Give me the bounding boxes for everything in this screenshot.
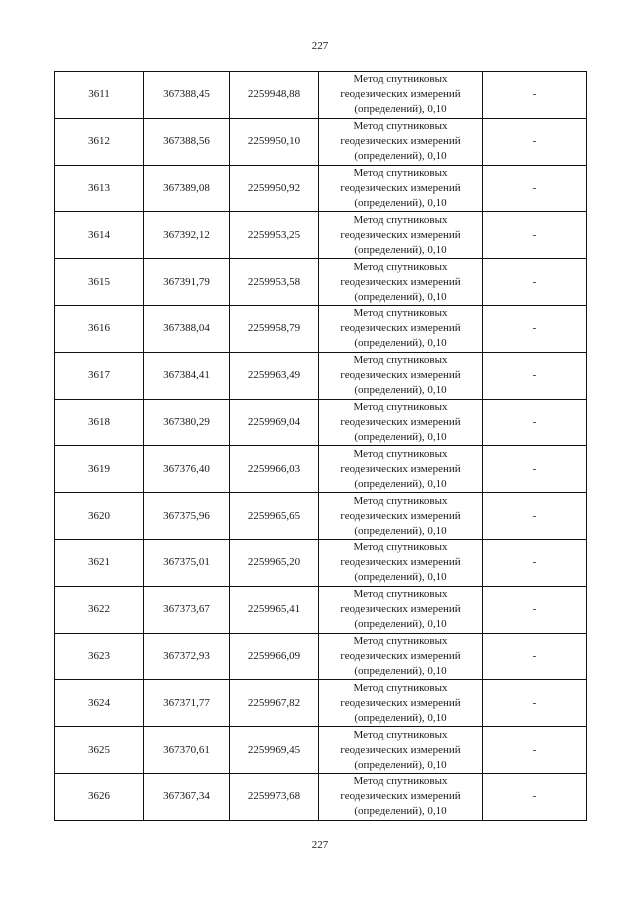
description-cell: - — [483, 352, 587, 399]
y-coordinate-cell: 2259966,09 — [230, 633, 319, 680]
table-row — [55, 773, 587, 820]
x-coordinate-cell: 367384,41 — [144, 352, 230, 399]
x-coordinate-cell: 367376,40 — [144, 446, 230, 493]
y-coordinate-cell: 2259953,25 — [230, 212, 319, 259]
y-coordinate-cell: 2259965,20 — [230, 539, 319, 586]
method-cell — [319, 773, 483, 820]
table-row — [55, 352, 587, 399]
method-cell — [319, 72, 483, 119]
method-cell — [319, 352, 483, 399]
method-cell — [319, 727, 483, 774]
x-coordinate-cell: 367388,04 — [144, 305, 230, 352]
point-number-cell: 3623 — [55, 633, 144, 680]
description-cell: - — [483, 539, 587, 586]
x-coordinate-cell: 367370,61 — [144, 727, 230, 774]
page-number-bottom: 227 — [311, 839, 329, 851]
x-coordinate-cell: 367372,93 — [144, 633, 230, 680]
y-coordinate-cell: 2259948,88 — [230, 72, 319, 119]
table-row — [55, 446, 587, 493]
table-row — [55, 118, 587, 165]
description-cell: - — [483, 446, 587, 493]
description-cell: - — [483, 212, 587, 259]
x-coordinate-cell: 367371,77 — [144, 680, 230, 727]
y-coordinate-cell: 2259969,45 — [230, 727, 319, 774]
table-row — [55, 680, 587, 727]
table-row — [55, 72, 587, 119]
point-number-cell: 3619 — [55, 446, 144, 493]
description-cell: - — [483, 305, 587, 352]
method-text: Метод спутниковых геодезических измерений (определений), 0,10 — [340, 400, 461, 443]
x-coordinate-cell: 367373,67 — [144, 586, 230, 633]
method-text: Метод спутниковых геодезических измерений (определений), 0,10 — [340, 634, 461, 677]
method-text: Метод спутниковых геодезических измерений (определений), 0,10 — [340, 775, 461, 818]
point-number-cell: 3614 — [55, 212, 144, 259]
method-text: Метод спутниковых геодезических измерений (определений), 0,10 — [340, 213, 461, 256]
table-row — [55, 586, 587, 633]
method-text: Метод спутниковых геодезических измерений (определений), 0,10 — [340, 588, 461, 631]
coordinates-table-body — [55, 72, 587, 821]
y-coordinate-cell: 2259966,03 — [230, 446, 319, 493]
description-cell: - — [483, 633, 587, 680]
point-number-cell: 3612 — [55, 118, 144, 165]
method-cell — [319, 633, 483, 680]
method-text: Метод спутниковых геодезических измерений (определений), 0,10 — [340, 354, 461, 397]
description-cell: - — [483, 773, 587, 820]
table-row — [55, 212, 587, 259]
table-row — [55, 633, 587, 680]
x-coordinate-cell: 367367,34 — [144, 773, 230, 820]
y-coordinate-cell: 2259965,41 — [230, 586, 319, 633]
description-cell: - — [483, 399, 587, 446]
y-coordinate-cell: 2259950,10 — [230, 118, 319, 165]
method-text: Метод спутниковых геодезических измерений (определений), 0,10 — [340, 166, 461, 209]
point-number-cell: 3615 — [55, 259, 144, 306]
page-number-top: 227 — [311, 40, 329, 52]
x-coordinate-cell: 367380,29 — [144, 399, 230, 446]
table-row — [55, 259, 587, 306]
x-coordinate-cell: 367388,45 — [144, 72, 230, 119]
y-coordinate-cell: 2259965,65 — [230, 493, 319, 540]
description-cell: - — [483, 165, 587, 212]
x-coordinate-cell: 367375,01 — [144, 539, 230, 586]
method-cell — [319, 305, 483, 352]
table-row — [55, 493, 587, 540]
y-coordinate-cell: 2259967,82 — [230, 680, 319, 727]
method-cell — [319, 118, 483, 165]
table-row — [55, 539, 587, 586]
method-text: Метод спутниковых геодезических измерений (определений), 0,10 — [340, 728, 461, 771]
y-coordinate-cell: 2259953,58 — [230, 259, 319, 306]
point-number-cell: 3616 — [55, 305, 144, 352]
method-cell — [319, 493, 483, 540]
x-coordinate-cell: 367391,79 — [144, 259, 230, 306]
method-text: Метод спутниковых геодезических измерений (определений), 0,10 — [340, 260, 461, 303]
point-number-cell: 3625 — [55, 727, 144, 774]
method-text: Метод спутниковых геодезических измерений (определений), 0,10 — [340, 541, 461, 584]
method-text: Метод спутниковых геодезических измерений (определений), 0,10 — [340, 681, 461, 724]
method-cell — [319, 212, 483, 259]
method-cell — [319, 586, 483, 633]
point-number-cell: 3613 — [55, 165, 144, 212]
description-cell: - — [483, 586, 587, 633]
description-cell: - — [483, 493, 587, 540]
point-number-cell: 3626 — [55, 773, 144, 820]
x-coordinate-cell: 367375,96 — [144, 493, 230, 540]
method-text: Метод спутниковых геодезических измерений (определений), 0,10 — [340, 73, 461, 116]
description-cell: - — [483, 118, 587, 165]
point-number-cell: 3621 — [55, 539, 144, 586]
y-coordinate-cell: 2259950,92 — [230, 165, 319, 212]
point-number-cell: 3622 — [55, 586, 144, 633]
x-coordinate-cell: 367392,12 — [144, 212, 230, 259]
coordinates-table — [54, 71, 587, 821]
description-cell: - — [483, 727, 587, 774]
method-text: Метод спутниковых геодезических измерений (определений), 0,10 — [340, 447, 461, 490]
y-coordinate-cell: 2259969,04 — [230, 399, 319, 446]
point-number-cell: 3624 — [55, 680, 144, 727]
y-coordinate-cell: 2259973,68 — [230, 773, 319, 820]
point-number-cell: 3620 — [55, 493, 144, 540]
x-coordinate-cell: 367388,56 — [144, 118, 230, 165]
method-text: Метод спутниковых геодезических измерений (определений), 0,10 — [340, 120, 461, 163]
method-cell — [319, 446, 483, 493]
y-coordinate-cell: 2259963,49 — [230, 352, 319, 399]
table-row — [55, 305, 587, 352]
method-cell — [319, 165, 483, 212]
description-cell: - — [483, 72, 587, 119]
description-cell: - — [483, 259, 587, 306]
point-number-cell: 3617 — [55, 352, 144, 399]
table-row — [55, 399, 587, 446]
method-cell — [319, 399, 483, 446]
description-cell: - — [483, 680, 587, 727]
point-number-cell: 3618 — [55, 399, 144, 446]
y-coordinate-cell: 2259958,79 — [230, 305, 319, 352]
x-coordinate-cell: 367389,08 — [144, 165, 230, 212]
table-row — [55, 165, 587, 212]
method-cell — [319, 680, 483, 727]
table-row — [55, 727, 587, 774]
method-text: Метод спутниковых геодезических измерений (определений), 0,10 — [340, 494, 461, 537]
method-text: Метод спутниковых геодезических измерений (определений), 0,10 — [340, 307, 461, 350]
method-cell — [319, 259, 483, 306]
method-cell — [319, 539, 483, 586]
point-number-cell: 3611 — [55, 72, 144, 119]
